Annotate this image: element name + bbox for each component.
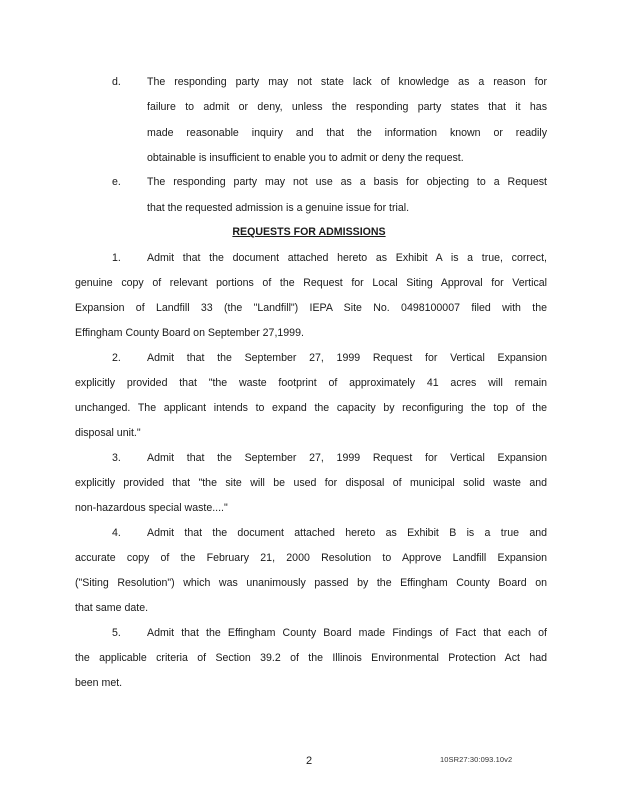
request-line: the applicable criteria of Section 39.2 of the Illinois Environmental Protection Act had (75, 652, 547, 664)
instruction-line: that the requested admission is a genuine issue for trial. (147, 202, 410, 214)
request-line: Effingham County Board on September 27,1999. (75, 327, 304, 339)
request-line: genuine copy of relevant portions of the Request for Local Siting Approval for Vertical (75, 277, 547, 289)
page-number: 2 (305, 755, 313, 767)
request-line: Admit that the September 27, 1999 Request for Vertical Expansion (147, 452, 547, 464)
request-line: Admit that the Effingham County Board made Findings of Fact that each of (147, 627, 547, 639)
instruction-label: e. (112, 176, 121, 188)
document-id: 10SR27:30:093.10v2 (440, 755, 513, 764)
request-number: 2. (112, 352, 121, 364)
request-line: unchanged. The applicant intends to expand the capacity by reconfiguring the top of the (75, 402, 547, 414)
instruction-line: The responding party may not use as a basis for objecting to a Request (147, 176, 547, 188)
request-line: been met. (75, 677, 123, 689)
request-line: ("Siting Resolution") which was unanimously passed by the Effingham County Board on (75, 577, 547, 589)
request-line: Admit that the document attached hereto as Exhibit B is a true and (147, 527, 547, 539)
request-line: explicitly provided that "the waste footprint of approximately 41 acres will remain (75, 377, 547, 389)
instruction-line: The responding party may not state lack of knowledge as a reason for (147, 76, 547, 88)
request-line: Admit that the document attached hereto as Exhibit A is a true, correct, (147, 252, 547, 264)
request-number: 1. (112, 252, 121, 264)
request-line: disposal unit." (75, 427, 141, 439)
instruction-label: d. (112, 76, 121, 88)
request-line: Admit that the September 27, 1999 Request for Vertical Expansion (147, 352, 547, 364)
request-line: that same date. (75, 602, 149, 614)
instruction-line: failure to admit or deny, unless the responding party states that it has (147, 101, 547, 113)
request-number: 5. (112, 627, 121, 639)
instruction-line: obtainable is insufficient to enable you to admit or deny the request. (147, 152, 464, 164)
request-line: explicitly provided that "the site will be used for disposal of municipal solid waste and (75, 477, 547, 489)
section-heading: REQUESTS FOR ADMISSIONS (232, 226, 386, 238)
request-number: 3. (112, 452, 121, 464)
request-line: non-hazardous special waste...." (75, 502, 228, 514)
instruction-line: made reasonable inquiry and that the information known or readily (147, 127, 547, 139)
request-line: Expansion of Landfill 33 (the "Landfill") IEPA Site No. 0498100007 filed with the (75, 302, 547, 314)
request-line: accurate copy of the February 21, 2000 Resolution to Approve Landfill Expansion (75, 552, 547, 564)
request-number: 4. (112, 527, 121, 539)
